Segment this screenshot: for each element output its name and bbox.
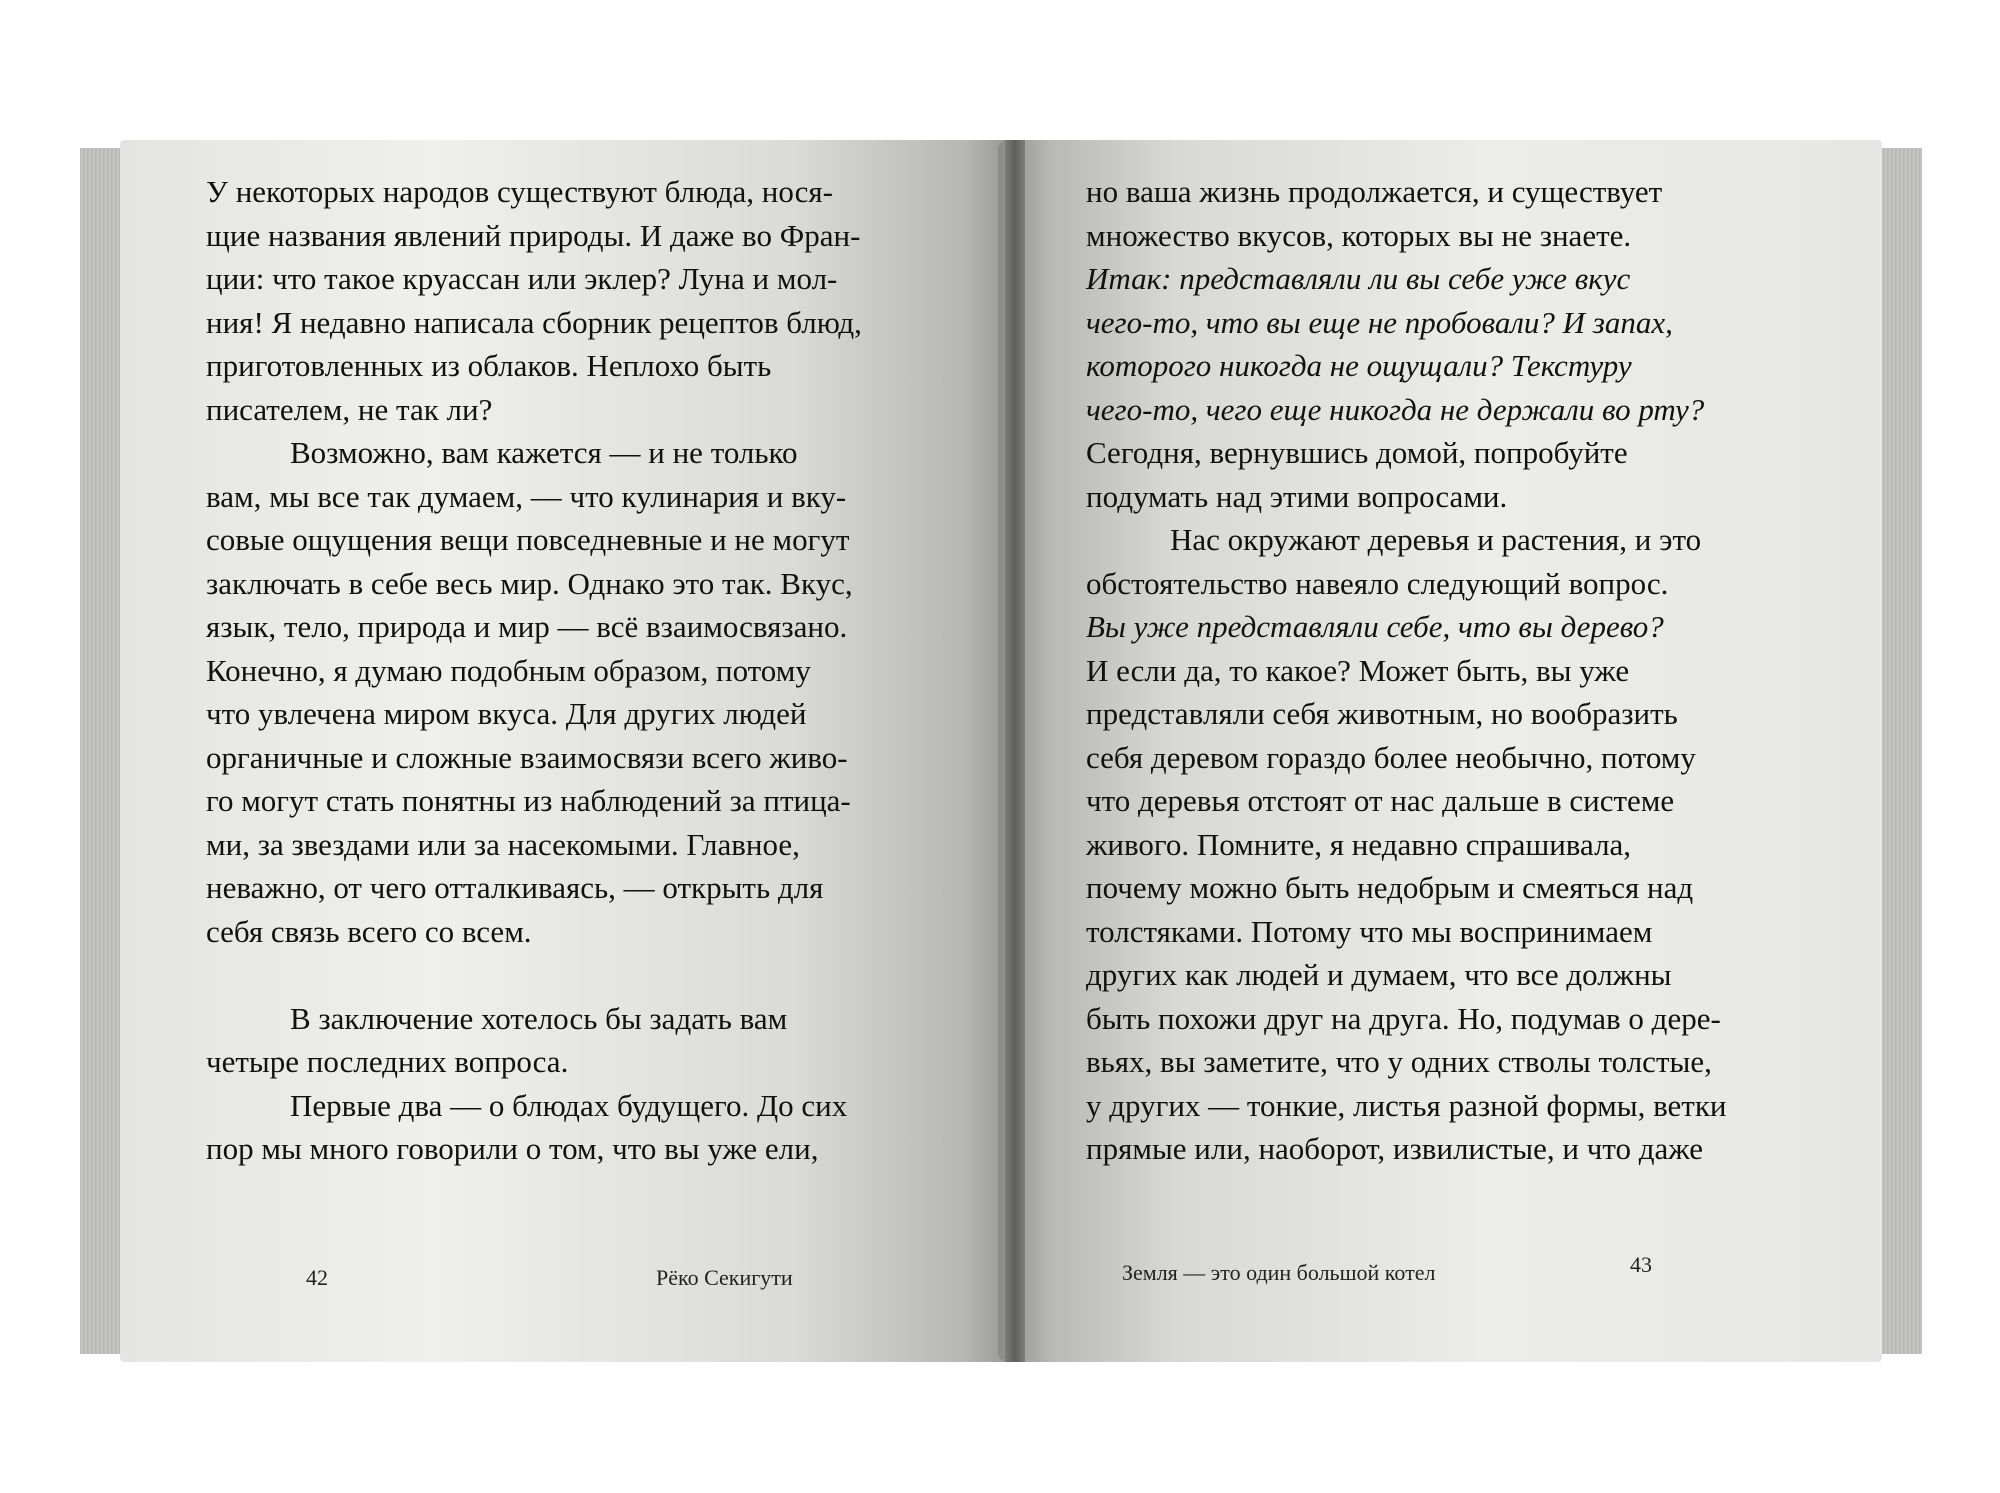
text-line: представляли себя животным, но вообразить	[1086, 696, 1678, 731]
text-line: толстяками. Потому что мы воспринимаем	[1086, 913, 1653, 949]
right-page-body	[1086, 170, 1776, 1171]
right-page-number: 43	[1630, 1252, 1652, 1277]
text-line: заключать в себе весь мир. Однако это так. Вкус,	[206, 565, 853, 601]
text-line: Итак: представляли ли вы себе уже вкус	[1086, 261, 1631, 296]
text-line: подумать над этими вопросами.	[1086, 478, 1508, 514]
right-running-head: Земля — это один большой котел	[1122, 1260, 1436, 1285]
left-page	[120, 140, 1020, 1362]
text-line: четыре последних вопроса.	[206, 1044, 569, 1079]
text-line: ции: что такое круассан или эклер? Луна и мол-	[206, 261, 838, 296]
text-line: неважно, от чего отталкиваясь, — открыть для	[206, 870, 824, 905]
text-line: совые ощущения вещи повседневные и не могут	[206, 522, 850, 557]
text-line	[206, 953, 986, 997]
text-line: ния! Я недавно написала сборник рецептов блюд,	[206, 304, 862, 340]
text-line: быть похожи друг на друга. Но, подумав о дере-	[1086, 1000, 1721, 1036]
text-line: Сегодня, вернувшись домой, попробуйте	[1086, 435, 1628, 470]
text-line: приготовленных из облаков. Неплохо быть	[206, 348, 772, 383]
text-line: Конечно, я думаю подобным образом, потому	[206, 652, 811, 688]
text-line: Первые два — о блюдах будущего. До сих	[290, 1087, 848, 1123]
text-line: Вы уже представляли себе, что вы дерево?	[1086, 609, 1664, 644]
text-line: язык, тело, природа и мир — всё взаимосвязано.	[206, 609, 848, 644]
text-line: щие названия явлений природы. И даже во Фран-	[206, 217, 861, 253]
text-line: что увлечена миром вкуса. Для других людей	[206, 696, 807, 731]
text-line: множество вкусов, которых вы не знаете.	[1086, 217, 1632, 253]
text-line: что деревья отстоят от нас дальше в системе	[1086, 783, 1675, 818]
left-page-number: 42	[306, 1265, 328, 1290]
text-line: вам, мы все так думаем, — что кулинария и вку-	[206, 478, 847, 514]
text-line: обстоятельство навеяло следующий вопрос.	[1086, 565, 1669, 601]
text-line: себя связь всего со всем.	[206, 913, 532, 949]
text-line: писателем, не так ли?	[206, 391, 493, 427]
text-line: Возможно, вам кажется — и не только	[290, 435, 798, 470]
text-line: почему можно быть недобрым и смеяться над	[1086, 870, 1694, 905]
text-line: органичные и сложные взаимосвязи всего живо-	[206, 739, 848, 775]
text-line: чего-то, чего еще никогда не держали во рту?	[1086, 391, 1705, 427]
text-line: живого. Помните, я недавно спрашивала,	[1086, 826, 1632, 862]
text-line: Нас окружают деревья и растения, и это	[1170, 522, 1702, 557]
text-line: прямые или, наоборот, извилистые, и что даже	[1086, 1131, 1704, 1166]
left-running-head: Рёко Секигути	[656, 1265, 793, 1290]
text-line: пор мы много говорили о том, что вы уже ели,	[206, 1131, 819, 1166]
text-line: у других — тонкие, листья разной формы, ветки	[1086, 1087, 1727, 1123]
text-line: ми, за звездами или за насекомыми. Главное,	[206, 826, 800, 862]
text-line: других как людей и думаем, что все должны	[1086, 957, 1672, 992]
left-page-body	[206, 170, 986, 1171]
text-line: И если да, то какое? Может быть, вы уже	[1086, 652, 1630, 688]
text-line: чего-то, что вы еще не пробовали? И запах,	[1086, 304, 1673, 340]
text-line: В заключение хотелось бы задать вам	[290, 1000, 788, 1036]
text-line: вьях, вы заметите, что у одних стволы толстые,	[1086, 1044, 1712, 1079]
open-book	[80, 140, 1922, 1362]
text-line: которого никогда не ощущали? Текстуру	[1086, 348, 1632, 383]
right-page	[998, 140, 1882, 1362]
text-line: го могут стать понятны из наблюдений за птица-	[206, 783, 851, 818]
text-line: У некоторых народов существуют блюда, нося-	[206, 174, 833, 209]
text-line: но ваша жизнь продолжается, и существует	[1086, 174, 1663, 209]
text-line: себя деревом гораздо более необычно, потому	[1086, 739, 1696, 775]
book-gutter	[1005, 140, 1025, 1362]
